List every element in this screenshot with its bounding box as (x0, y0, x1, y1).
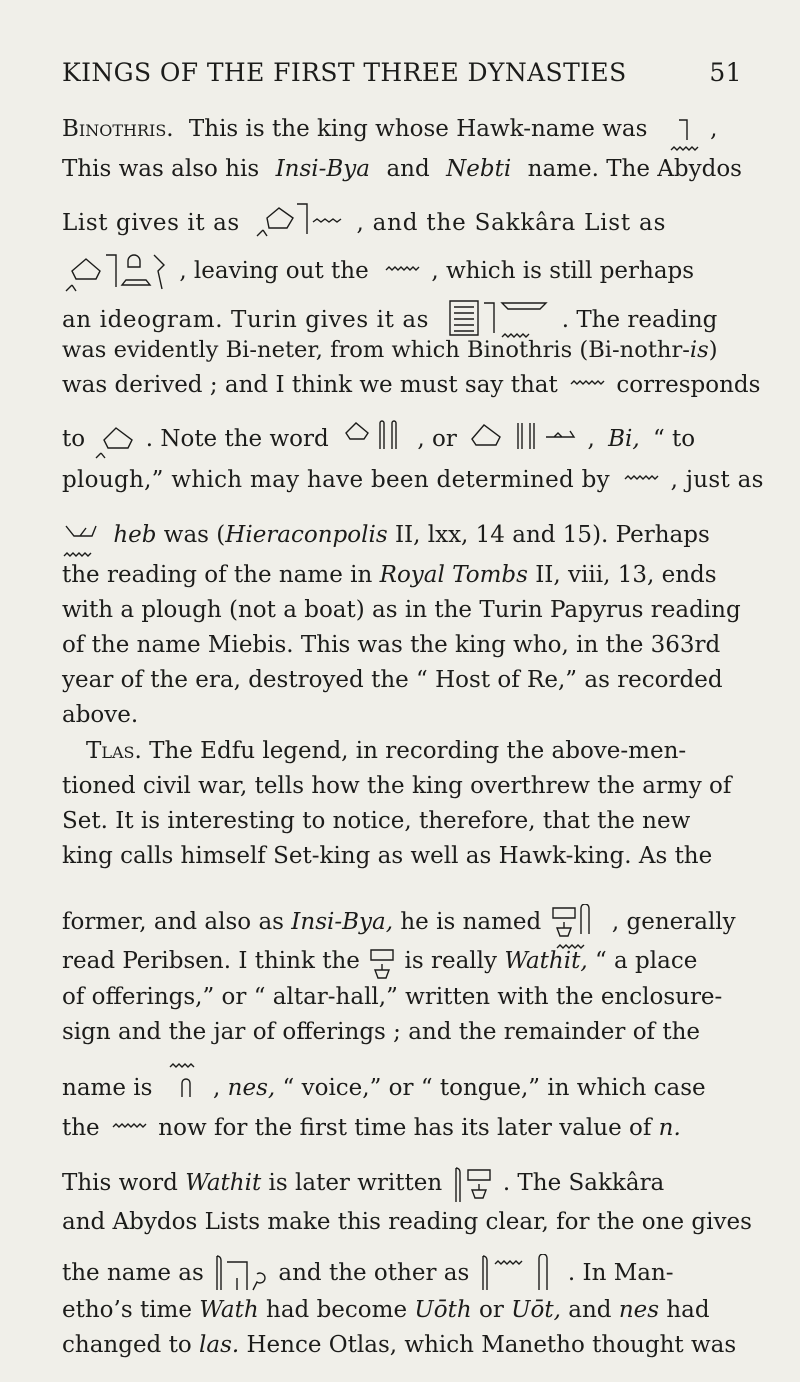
hieroglyph-n-water-icon (384, 262, 424, 274)
text-run: year of the era, destroyed the “ Host of Re,” as recorded (62, 667, 723, 693)
text-line (62, 1299, 742, 1322)
text-line (62, 944, 742, 980)
hieroglyph-n-water-icon (569, 376, 609, 388)
text-run: and (386, 156, 430, 182)
text-run: Binothris. (62, 116, 174, 142)
text-line (62, 1117, 742, 1140)
text-line (62, 704, 742, 727)
text-line (62, 422, 742, 458)
text-run: plough,” which may have been determined by (62, 467, 610, 493)
text-run: II, viii, 13, ends (535, 562, 717, 588)
hieroglyph-altar-enclosure-icon (367, 948, 397, 984)
text-run: II, lxx, 14 and 15). Perhaps (394, 522, 710, 548)
text-run: List gives it as (62, 210, 240, 236)
text-run: the name as (62, 1260, 204, 1286)
text-run: This is the king whose Hawk-name was (188, 116, 648, 142)
text-run: now for the first time has its later value of (158, 1115, 652, 1141)
text-run: to (62, 426, 86, 452)
text-run: is (689, 337, 709, 363)
text-run: . The reading (561, 307, 718, 333)
text-run: “ a place (594, 948, 698, 974)
text-line (62, 1334, 742, 1357)
text-run: an ideogram. Turin gives it as (62, 307, 430, 333)
text-run: “ voice,” or “ tongue,” in which case (282, 1075, 706, 1101)
text-run: above. (62, 702, 139, 728)
text-run: . The Sakkâra (502, 1170, 665, 1196)
text-run: of the name Miebis. This was the king who, in the 363rd (62, 632, 721, 658)
hieroglyph-sakkara-name-icon (211, 1254, 271, 1294)
hieroglyph-bird-icon (92, 424, 138, 460)
text-run: he is named (400, 909, 542, 935)
page-number: 51 (709, 58, 742, 87)
text-line (62, 669, 742, 692)
hieroglyph-hoe-icon (62, 522, 100, 562)
text-line (62, 564, 742, 587)
text-run: , or (417, 426, 457, 452)
text-line (62, 339, 742, 362)
text-run: This was also his (62, 156, 260, 182)
text-run: n. (658, 1115, 681, 1141)
text-run: read Peribsen. I think the (62, 948, 360, 974)
hieroglyph-bird-group-icon (62, 251, 172, 293)
text-run: Insi-Bya, (291, 909, 394, 935)
text-run: or (478, 1297, 504, 1323)
text-run: This word (62, 1170, 178, 1196)
text-run: , leaving out the (179, 258, 369, 284)
text-run: Set. It is interesting to notice, therefore, that the new (62, 808, 691, 834)
text-run: Nebti (446, 156, 512, 182)
text-run: was evidently Bi-neter, from which Binothris (Bi-nothr- (62, 337, 690, 363)
text-run: former, and also as (62, 909, 284, 935)
text-run: las. (199, 1332, 240, 1358)
text-run: was derived ; and I think we must say that (62, 372, 558, 398)
text-run: Insi-Bya (275, 156, 371, 182)
text-line (86, 740, 742, 763)
text-run: Bi, (608, 426, 640, 452)
text-run: name. The Abydos (527, 156, 742, 182)
text-run: was ( (163, 522, 226, 548)
text-run: Wathit (185, 1170, 262, 1196)
running-title: KINGS OF THE FIRST THREE DYNASTIES (62, 58, 627, 87)
text-run: . Note the word (145, 426, 329, 452)
text-run: the (62, 1115, 100, 1141)
text-run: Royal Tombs (379, 562, 528, 588)
text-run: , which is still perhaps (431, 258, 695, 284)
text-line (62, 1069, 742, 1109)
text-run: the reading of the name in (62, 562, 373, 588)
text-run: heb (113, 522, 157, 548)
hieroglyph-plough-icon (253, 200, 349, 240)
text-line (62, 1021, 742, 1044)
hieroglyph-plough-reeds-icon (344, 419, 410, 453)
text-line (62, 775, 742, 798)
text-line (62, 516, 742, 556)
hieroglyph-abydos-name-icon (477, 1254, 561, 1294)
text-run: , (587, 426, 595, 452)
text-run: Uōth (414, 1297, 472, 1323)
text-run: of offerings,” or “ altar-hall,” written with the enclosure- (62, 984, 723, 1010)
text-run: Hieraconpolis (225, 522, 388, 548)
text-run: corresponds (616, 372, 761, 398)
text-run: “ to (652, 426, 696, 452)
text-run: . In Man- (567, 1260, 674, 1286)
text-run: had (666, 1297, 710, 1323)
text-run: sign and the jar of offerings ; and the remainder of the (62, 1019, 701, 1045)
text-run: , generally (611, 909, 736, 935)
text-run: is really (404, 948, 497, 974)
text-run: , (710, 116, 718, 142)
text-run: and (568, 1297, 612, 1323)
text-line (62, 599, 742, 622)
hieroglyph-wathit-group-icon (450, 1166, 496, 1206)
hieroglyph-n-water-icon (669, 118, 703, 154)
hieroglyph-n-fold-icon (166, 1061, 206, 1101)
text-run: , just as (670, 467, 764, 493)
text-run: nes (618, 1297, 660, 1323)
text-line (62, 845, 742, 868)
text-run: , (213, 1075, 221, 1101)
text-line (62, 1209, 752, 1235)
text-run: The Edfu legend, in recording the above-men- (149, 738, 687, 764)
text-run: tioned civil war, tells how the king overthrew the army of (62, 773, 732, 799)
text-run: , and the Sakkâra List as (356, 210, 667, 236)
text-line (62, 986, 742, 1009)
text-run: Uōt, (511, 1297, 561, 1323)
text-run: king calls himself Set-king as well as Hawk-king. As the (62, 843, 713, 869)
text-run: is later written (268, 1170, 443, 1196)
text-run: ) (708, 337, 718, 363)
text-line (62, 1164, 742, 1204)
text-line (62, 898, 742, 948)
hieroglyph-n-water-icon (623, 471, 663, 483)
text-line (62, 467, 764, 493)
text-run: and the other as (278, 1260, 470, 1286)
text-line (62, 112, 742, 148)
text-line (62, 1254, 742, 1294)
text-line (62, 810, 742, 833)
text-run: name is (62, 1075, 153, 1101)
text-run: Wath (199, 1297, 259, 1323)
text-run: and Abydos Lists make this reading clear, for the one gives (62, 1209, 752, 1235)
hieroglyph-bird-reeds-icon (470, 419, 580, 453)
text-run: etho’s time (62, 1297, 192, 1323)
text-run: with a plough (not a boat) as in the Turin Papyrus reading (62, 597, 741, 623)
text-run: nes, (227, 1075, 276, 1101)
text-line (62, 158, 742, 181)
text-run: changed to (62, 1332, 192, 1358)
text-line (62, 204, 742, 244)
text-run: Tlas. (86, 738, 142, 764)
text-line (62, 372, 761, 398)
text-run: Wathit, (504, 948, 588, 974)
hieroglyph-n-water-icon (111, 1119, 151, 1131)
text-run: had become (266, 1297, 408, 1323)
text-run: Hence Otlas, which Manetho thought was (246, 1332, 737, 1358)
hieroglyph-turin-group-icon (446, 297, 554, 341)
text-line (62, 634, 742, 657)
text-line (62, 251, 742, 293)
